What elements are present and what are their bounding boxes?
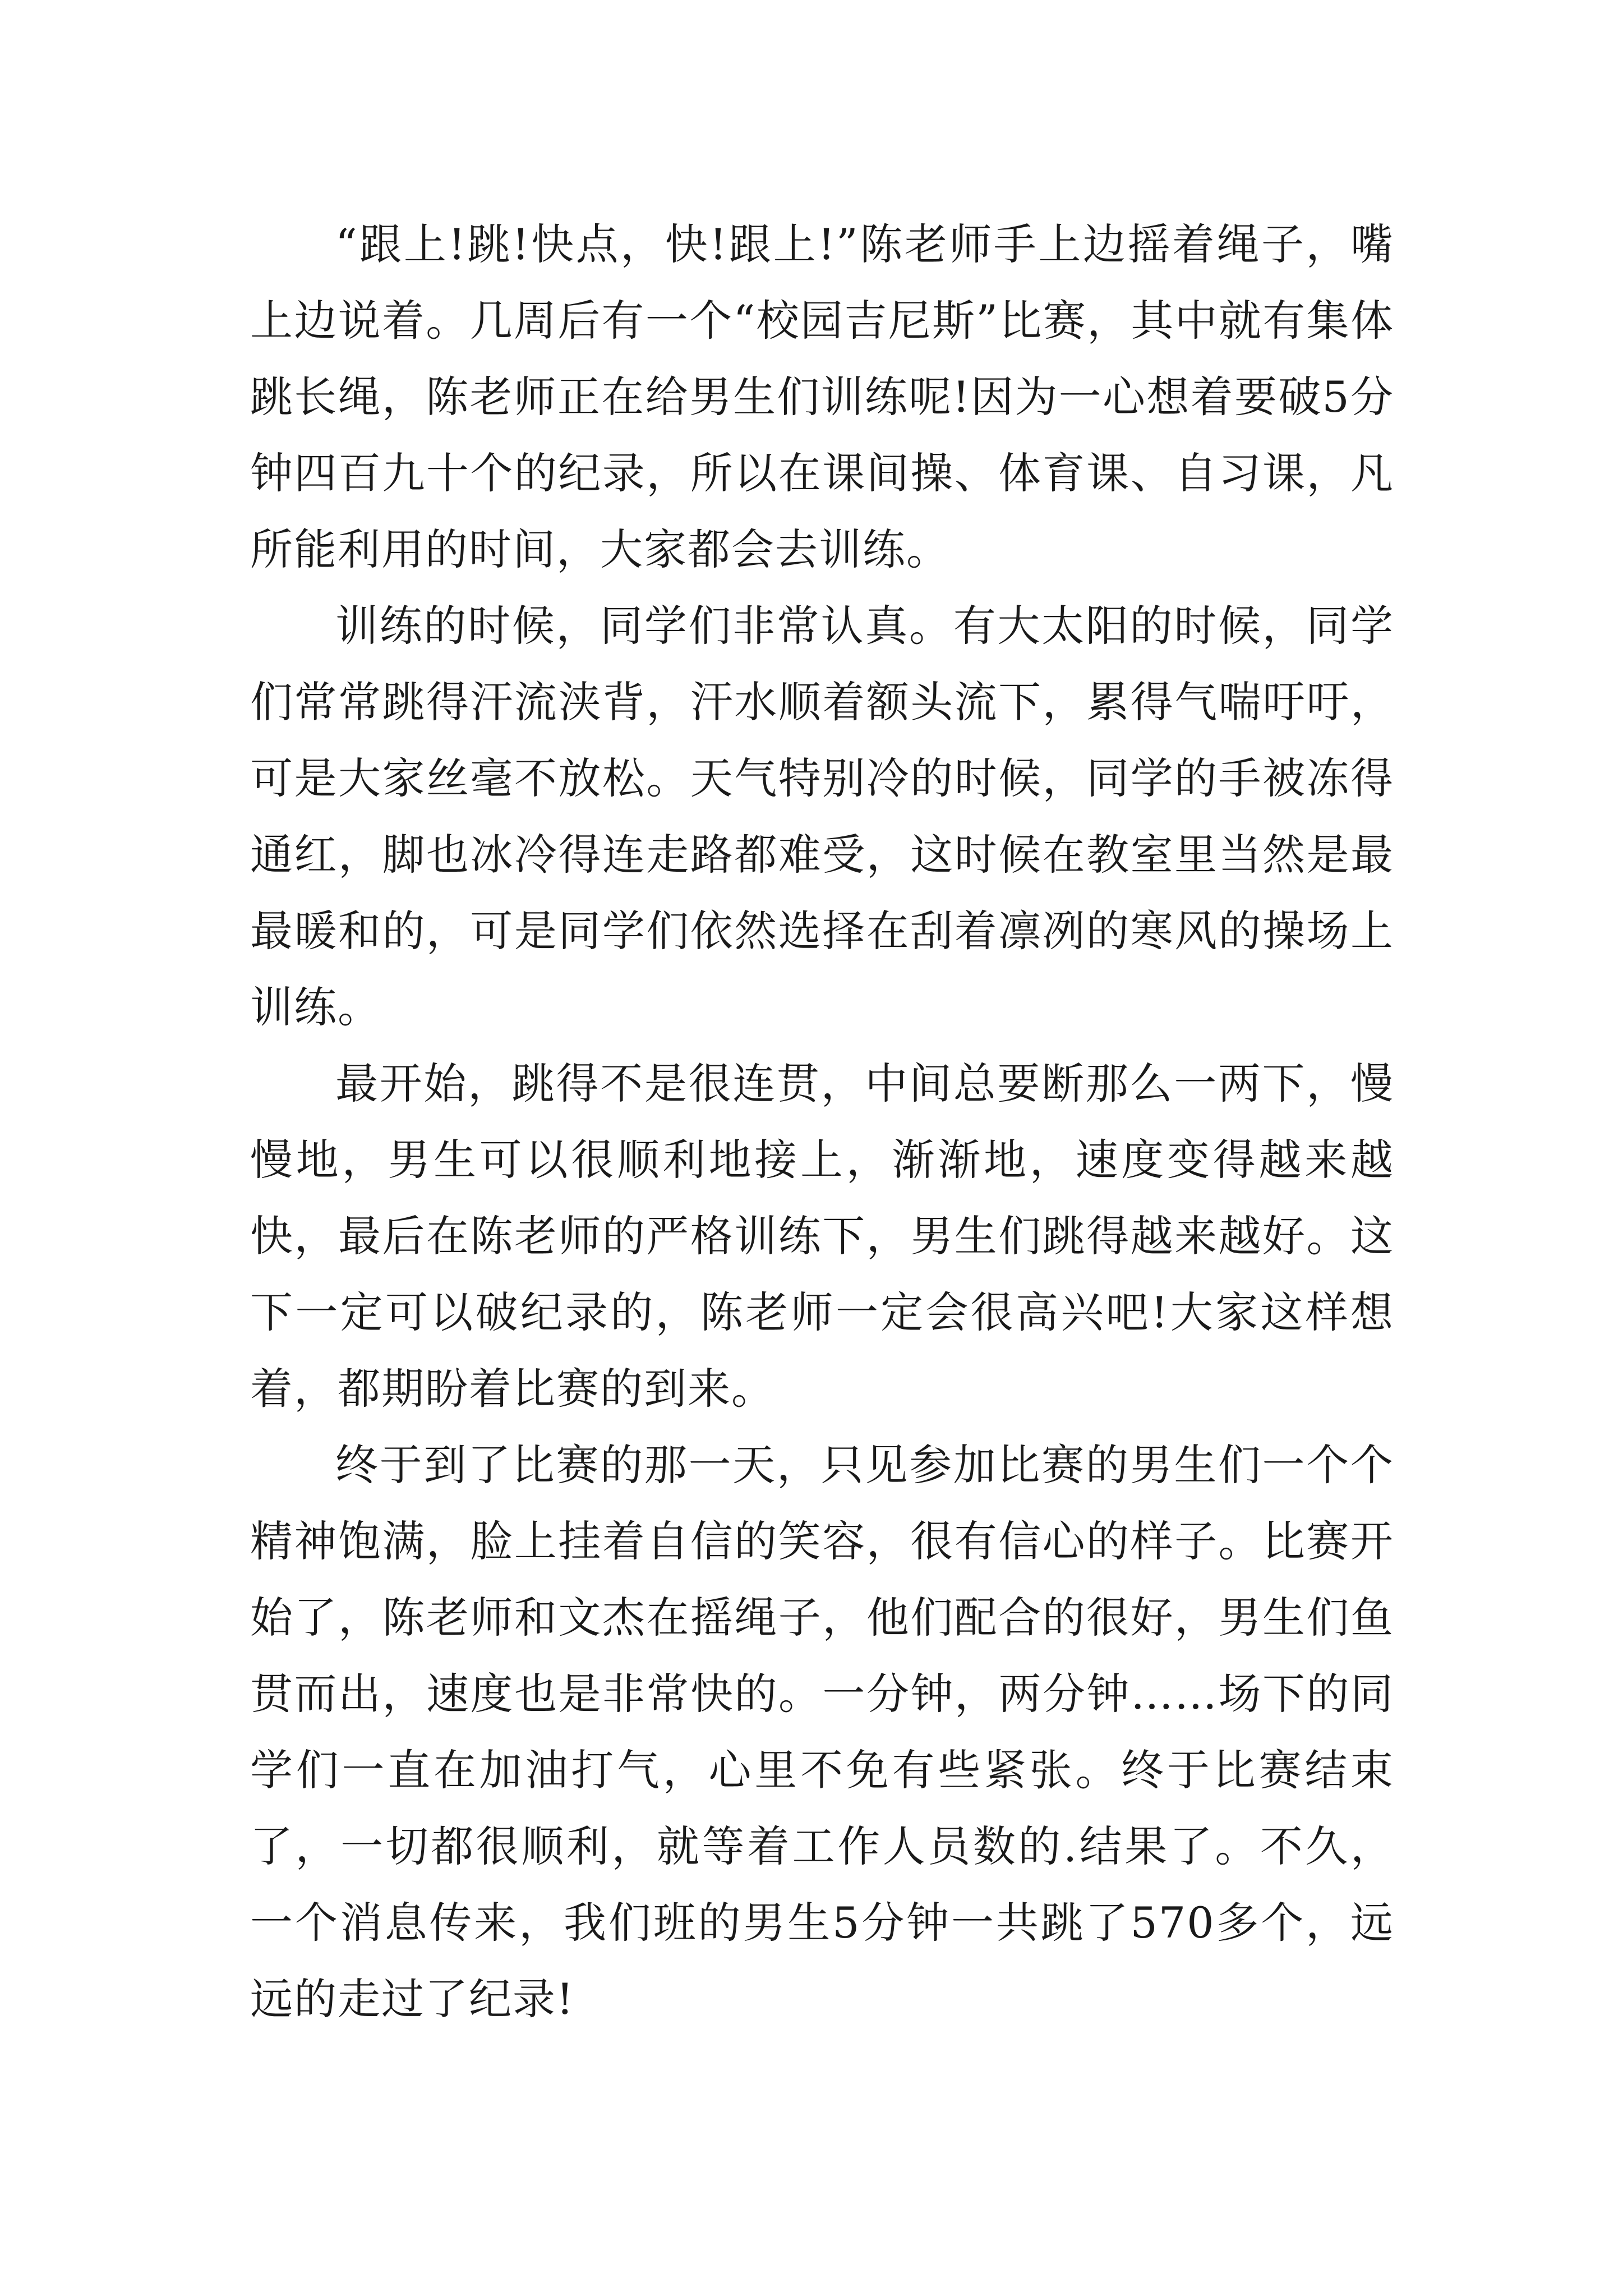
paragraph-1: “跟上!跳!快点，快!跟上!”陈老师手上边摇着绳子，嘴上边说着。几周后有一个“校园吉尼斯”比赛，其中就有集体跳长绳，陈老师正在给男生们训练呢!因为一心想着要破5分钟四百九十个的纪录，所以在课间操、体育课、自习课，凡所能利用的时间，大家都会去训练。 [250, 219, 1394, 574]
paragraph-2: 训练的时候，同学们非常认真。有大太阳的时候，同学们常常跳得汗流浃背，汗水顺着额头流下，累得气喘吁吁，可是大家丝毫不放松。天气特别冷的时候，同学的手被冻得通红，脚也冰冷得连走路都难受，这时候在教室里当然是最最暖和的，可是同学们依然选择在刮着凛冽的寒风的操场上训练。 [250, 601, 1394, 1032]
document-body [250, 206, 1394, 2037]
paragraph-3: 最开始，跳得不是很连贯，中间总要断那么一两下，慢慢地，男生可以很顺利地接上，渐渐地，速度变得越来越快，最后在陈老师的严格训练下，男生们跳得越来越好。这下一定可以破纪录的，陈老师一定会很高兴吧!大家这样想着，都期盼着比赛的到来。 [250, 1059, 1394, 1414]
paragraph-4: 终于到了比赛的那一天，只见参加比赛的男生们一个个精神饱满，脸上挂着自信的笑容，很有信心的样子。比赛开始了，陈老师和文杰在摇绳子，他们配合的很好，男生们鱼贯而出，速度也是非常快的。一分钟，两分钟……场下的同学们一直在加油打气，心里不免有些紧张。终于比赛结束了，一切都很顺利，就等着工作人员数的.结果了。不久，一个消息传来，我们班的男生5分钟一共跳了570多个，远远的走过了纪录! [250, 1440, 1394, 2024]
